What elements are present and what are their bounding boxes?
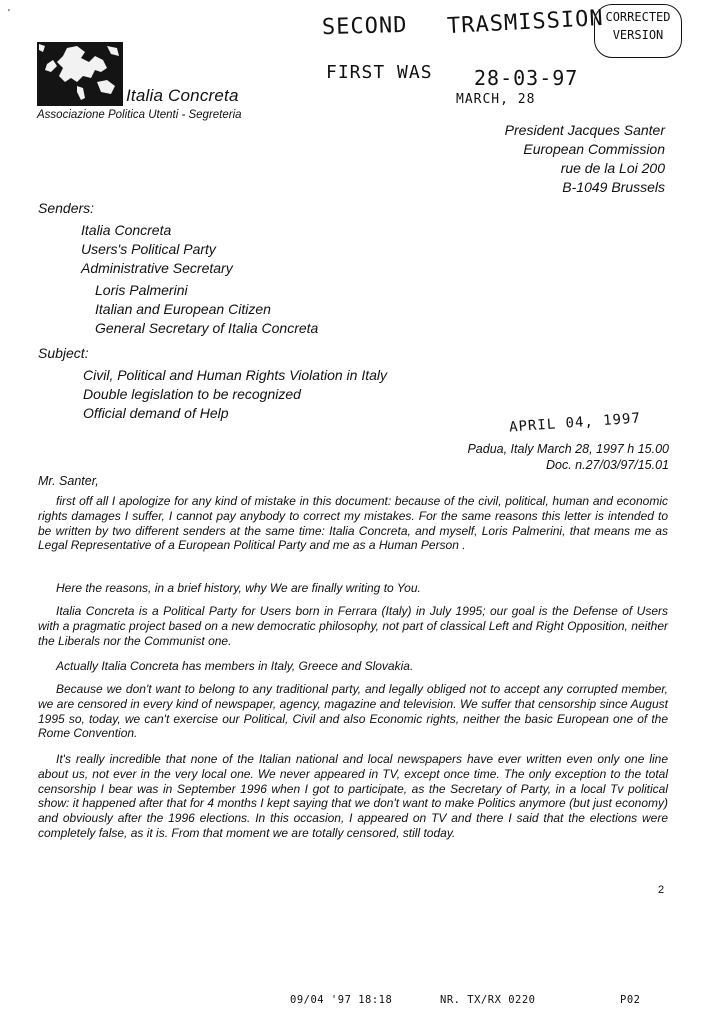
logo-map-image (37, 42, 123, 106)
europe-map-icon (37, 42, 123, 106)
senders-person (95, 281, 318, 338)
recipient-address (505, 121, 665, 197)
handwritten-version: VERSION (612, 28, 664, 42)
sender-line: Administrative Secretary (81, 260, 233, 276)
doc-reference: Doc. n.27/03/97/15.01 (545, 458, 669, 472)
subject-line: Official demand of Help (83, 405, 229, 421)
sender-line: Italian and European Citizen (95, 301, 271, 317)
handwritten-date-2: MARCH, 28 (456, 92, 536, 107)
page-number: 2 (658, 884, 665, 896)
place-date (467, 441, 669, 473)
recipient-line: B-1049 Brussels (562, 179, 665, 195)
recipient-line: President Jacques Santer (504, 122, 665, 138)
subject-lines (83, 366, 387, 423)
senders-org (81, 221, 233, 278)
handwritten-date-1: 28-03-97 (474, 66, 579, 90)
body-paragraph-1: first off all I apologize for any kind of mistake in this document: because of the civil, political, human and economic rights damages I suffer, I cannot pay anybody to correct my mistakes. For the same reasons this letter is intended to be written by two different senders at the same time: Italia Concreta, and myself, Loris Palmerini, that means me as Legal Representative of a European Political Party and me as a Human Person . (38, 494, 668, 553)
handwritten-second: SECOND (321, 12, 408, 41)
sender-line: Users's Political Party (81, 241, 216, 257)
handwritten-april-date: APRIL 04, 1997 (508, 410, 642, 436)
handwritten-trasmission: TRASMISSION (446, 5, 605, 40)
senders-label: Senders: (38, 200, 95, 216)
handwritten-corrected-box (594, 4, 682, 58)
handwritten-first-was: FIRST WAS (326, 62, 433, 83)
corner-mark: ' (8, 8, 10, 19)
handwritten-corrected: CORRECTED (605, 10, 671, 24)
logo-title: Italia Concreta (126, 86, 239, 105)
salutation: Mr. Santer, (38, 474, 99, 488)
subject-line: Double legislation to be recognized (83, 386, 301, 402)
body-paragraph-4: Actually Italia Concreta has members in Italy, Greece and Slovakia. (56, 659, 414, 673)
fax-page: P02 (620, 994, 641, 1006)
recipient-line: rue de la Loi 200 (560, 160, 665, 176)
sender-line: General Secretary of Italia Concreta (95, 320, 319, 336)
place-date-line: Padua, Italy March 28, 1997 h 15.00 (467, 442, 669, 456)
body-paragraph-6: It's really incredible that none of the Italian national and local newspapers have ever written even only one line about us, not ever in the very local one. We never appeared in TV, except once time. The only exception to the total censorship I bear was in September 1996 when I got to participate, as the Secretary of Party, in a local Tv political show: it happened after that for 4 months I kept saying that we don't want to make Politics anymore (but just economy) and obviously after the 1996 elections. In this occasion, I appeared on TV and there I said that the elections were completely false, as it is. From that moment we are totally censored, still today. (38, 752, 668, 840)
recipient-line: European Commission (523, 141, 665, 157)
subject-label: Subject: (38, 345, 89, 361)
logo-subtitle: Associazione Politica Utenti - Segreteria (37, 109, 242, 121)
fax-tx-number: NR. TX/RX 0220 (440, 994, 536, 1006)
subject-line: Civil, Political and Human Rights Violation in Italy (83, 367, 387, 383)
body-paragraph-3: Italia Concreta is a Political Party for Users born in Ferrara (Italy) in July 1995; our goal is the Defense of Users with a pragmatic project based on a new democratic philosophy, not part of classical Left and Right Opposition, neither the Liberals nor the Communist one. (38, 604, 668, 648)
fax-datetime: 09/04 '97 18:18 (290, 994, 393, 1006)
sender-line: Loris Palmerini (95, 282, 188, 298)
body-paragraph-5: Because we don't want to belong to any traditional party, and legally obliged not to accept any corrupted member, we are censored in every kind of newspaper, agency, magazine and television. We suffer that censorship since August 1995 so, today, we can't exercise our Political, Civil and also Economic rights, neither the basic European one of the Rome Convention. (38, 682, 668, 741)
sender-line: Italia Concreta (81, 222, 172, 238)
body-paragraph-2: Here the reasons, in a brief history, why We are finally writing to You. (56, 581, 421, 595)
